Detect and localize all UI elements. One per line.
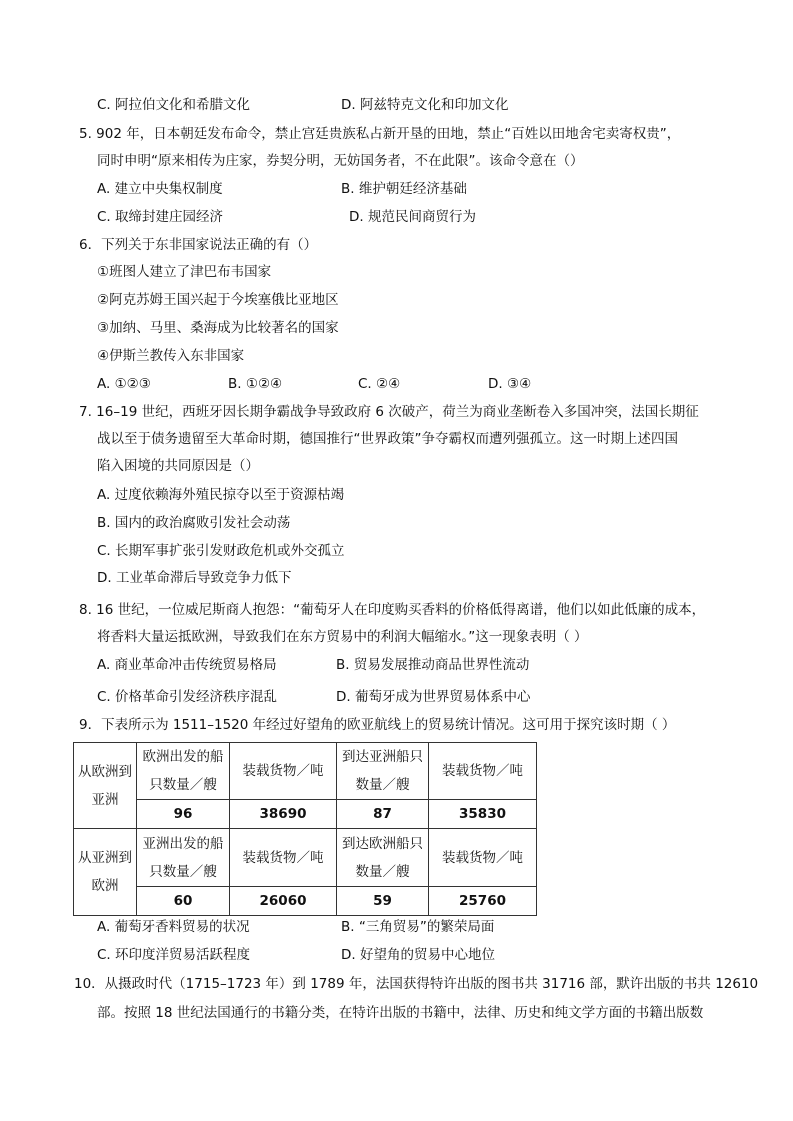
q6-option-d: D. ③④	[488, 376, 532, 392]
q5-option-d: D. 规范民间商贸行为	[349, 209, 476, 225]
header-line: 数量／艘	[355, 863, 410, 880]
value-cell: 38690	[230, 800, 337, 829]
trade-statistics-table	[73, 742, 537, 916]
route-label-line-2: 亚洲	[91, 791, 119, 808]
header-line: 亚洲出发的船	[142, 835, 224, 852]
table-row	[74, 886, 537, 915]
q7-stem-line-3: 陷入困境的共同原因是（）	[97, 458, 259, 474]
q6-option-b: B. ①②④	[228, 376, 283, 392]
q6-option-a: A. ①②③	[97, 376, 151, 392]
header-cell	[137, 743, 230, 800]
q5-stem-line-1: 5. 902 年，日本朝廷发布命令，禁止宫廷贵族私占新开垦的田地，禁止“百姓以田地舍宅卖寄权贵”，	[79, 126, 681, 142]
q8-stem-line-1: 8. 16 世纪，一位威尼斯商人抱怨：“葡萄牙人在印度购买香料的价格低得离谱，他们以如此低廉的成本，	[79, 602, 706, 618]
q8-stem-line-2: 将香料大量运抵欧洲，导致我们在东方贸易中的利润大幅缩水。”这一现象表明（ ）	[97, 629, 588, 645]
value-cell: 59	[337, 886, 429, 915]
header-line: 欧洲出发的船	[142, 749, 224, 766]
table-row	[74, 743, 537, 800]
q5-option-b: B. 维护朝廷经济基础	[341, 181, 467, 197]
header-cell	[337, 829, 429, 886]
q8-option-d: D. 葡萄牙成为世界贸易体系中心	[336, 689, 531, 705]
q6-item-3: ③加纳、马里、桑海成为比较著名的国家	[97, 320, 339, 336]
q9-stem: 9．下表所示为 1511–1520 年经过好望角的欧亚航线上的贸易统计情况。这可用于探究该时期（ ）	[79, 717, 676, 733]
q8-option-b: B. 贸易发展推动商品世界性流动	[336, 657, 530, 673]
q6-item-1: ①班图人建立了津巴布韦国家	[97, 264, 272, 280]
q4-option-d: D. 阿兹特克文化和印加文化	[341, 97, 509, 113]
q6-item-4: ④伊斯兰教传入东非国家	[97, 348, 245, 364]
header-line: 数量／艘	[355, 777, 410, 794]
q7-option-d: D. 工业革命滞后导致竞争力低下	[97, 570, 292, 586]
q8-option-c: C. 价格革命引发经济秩序混乱	[97, 689, 278, 705]
route-label-line-1: 从亚洲到	[78, 850, 132, 867]
q7-option-a: A. 过度依赖海外殖民掠夺以至于资源枯竭	[97, 487, 345, 503]
header-cell	[137, 829, 230, 886]
q10-stem-line-1: 10．从摄政时代（1715–1723 年）到 1789 年，法国获得特许出版的图书共 31716 部，默许出版的书共 12610	[74, 976, 759, 992]
header-cell: 装载货物／吨	[230, 829, 337, 886]
value-cell: 60	[137, 886, 230, 915]
value-cell: 96	[137, 800, 230, 829]
q6-item-2: ②阿克苏姆王国兴起于今埃塞俄比亚地区	[97, 292, 339, 308]
header-line: 只数量／艘	[149, 777, 217, 794]
header-cell: 装载货物／吨	[429, 743, 537, 800]
header-cell: 装载货物／吨	[230, 743, 337, 800]
q6-stem: 6．下列关于东非国家说法正确的有（）	[79, 237, 318, 253]
value-cell: 26060	[230, 886, 337, 915]
header-cell: 装载货物／吨	[429, 829, 537, 886]
header-cell	[337, 743, 429, 800]
q5-stem-line-2: 同时申明“原来相传为庄家，券契分明，无妨国务者，不在此限”。该命令意在（）	[97, 153, 584, 169]
route-cell	[74, 743, 137, 829]
route-cell	[74, 829, 137, 916]
header-line: 到达欧洲船只	[342, 835, 423, 852]
q9-option-b: B. “三角贸易”的繁荣局面	[341, 919, 495, 935]
q9-option-a: A. 葡萄牙香料贸易的状况	[97, 919, 250, 935]
q7-stem-line-1: 7. 16–19 世纪，西班牙因长期争霸战争导致政府 6 次破产，荷兰为商业垄断卷入多国冲突，法国长期征	[79, 404, 699, 420]
value-cell: 87	[337, 800, 429, 829]
q9-option-c: C. 环印度洋贸易活跃程度	[97, 947, 251, 963]
q5-option-c: C. 取缔封建庄园经济	[97, 209, 224, 225]
route-label-line-2: 欧洲	[91, 878, 119, 895]
q7-option-c: C. 长期军事扩张引发财政危机或外交孤立	[97, 543, 345, 559]
table-row	[74, 829, 537, 886]
table-row	[74, 800, 537, 829]
q10-stem-line-2: 部。按照 18 世纪法国通行的书籍分类，在特许出版的书籍中，法律、历史和纯文学方面的书籍出版数	[97, 1005, 704, 1021]
q7-stem-line-2: 战以至于债务遗留至大革命时期，德国推行“世界政策”争夺霸权而遭列强孤立。这一时期上述四国	[97, 431, 678, 447]
route-label-line-1: 从欧洲到	[78, 763, 132, 780]
header-line: 到达亚洲船只	[342, 749, 423, 766]
header-line: 只数量／艘	[149, 863, 217, 880]
q7-option-b: B. 国内的政治腐败引发社会动荡	[97, 515, 291, 531]
value-cell: 35830	[429, 800, 537, 829]
q6-option-c: C. ②④	[358, 376, 401, 392]
q4-option-c: C. 阿拉伯文化和希腊文化	[97, 97, 251, 113]
value-cell: 25760	[429, 886, 537, 915]
q5-option-a: A. 建立中央集权制度	[97, 181, 223, 197]
q8-option-a: A. 商业革命冲击传统贸易格局	[97, 657, 277, 673]
q9-option-d: D. 好望角的贸易中心地位	[341, 947, 495, 963]
